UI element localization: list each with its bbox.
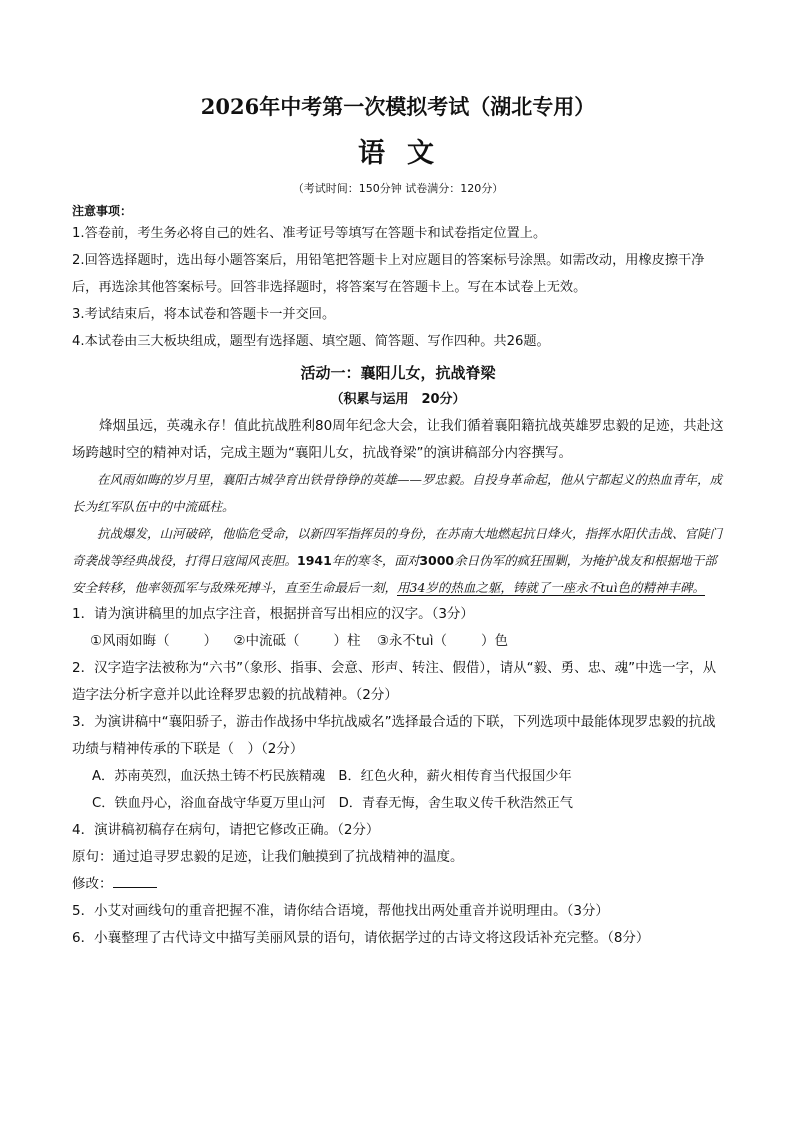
exam-title: 2026年中考第一次模拟考试（湖北专用） [200,94,596,119]
q1-opt3-text: ③永不tuì（ [376,633,448,649]
speech-paragraph-2 [72,520,724,601]
speech-paragraph-1: 在风雨如晦的岁月里，襄阳古城孕育出铁骨铮铮的英雄——罗忠毅。自投身革命起，他从宁都起义的热血青年，成长为红军队伍中的中流砥柱。 [72,472,723,514]
subject-char-1: 语 [358,138,389,169]
q1-opt3-close: ）色 [481,633,509,649]
speech-text-a: 抗战爆发，山河破碎，他临危受命，以新四军指挥员的身份，在苏南大地燃起抗日烽火，指挥水阳伏击战、官陡门奇袭战等经典战役，打得日寇闻风丧胆。 [72,526,723,568]
section-subtitle: （积累与运用 20分） [330,392,466,407]
speech-number: 3000 [419,553,455,568]
question-2: 2．汉字造字法被称为“六书”（象形、指事、会意、形声、转注、假借），请从“毅、勇、忠、魂”中选一字，从造字法分析字意并以此诠释罗忠毅的抗战精神。（2分） [72,660,717,703]
q3-choice-c: C．铁血丹心，浴血奋战守华夏万里山河 [92,796,326,811]
question-6: 6．小襄整理了古代诗文中描写美丽风景的语句，请依据学过的古诗文将这段话补充完整。（8分） [72,930,650,946]
speech-text-c: 余日伪军的疯狂围剿，为掩护战友和根据地干部安全转移，他率领孤军与敌殊死搏斗，直至生命最后一刻， [72,553,717,595]
q1-opt1-close: ） [203,633,218,649]
speech-text-b: 年的寒冬，面对 [331,553,420,568]
question-1: 1．请为演讲稿里的加点字注音，根据拼音写出相应的汉字。（3分） [72,606,474,622]
q1-option-3 [377,628,508,655]
q1-opt1-text: ①风雨如晦（ [90,633,170,649]
q4-original-sentence: 原句：通过追寻罗忠毅的足迹，让我们触摸到了抗战精神的温度。 [72,849,464,865]
q3-choice-row-1 [72,763,724,790]
question-3: 3．为演讲稿中“襄阳骄子，游击作战扬中华抗战威名”选择最合适的下联，下列选项中最能体现罗忠毅的抗战功绩与精神传承的下联是（ ）（2分） [72,714,716,757]
q3-choice-row-2 [72,790,724,817]
underlined-sentence: 用34岁的热血之躯，铸就了一座永不tuì色的精神丰碑。 [397,580,705,595]
q4-revision-line [72,871,724,898]
notice-item-1: 1.答卷前，考生务必将自己的姓名、准考证号等填写在答题卡和试卷指定位置上。 [72,226,547,241]
q3-choice-b: B．红色火种，薪火相传育当代报国少年 [338,769,572,784]
notice-item-2: 2.回答选择题时，选出每小题答案后，用铅笔把答题卡上对应题目的答案标号涂黑。如需改动，用橡皮擦干净后，再选涂其他答案标号。回答非选择题时，将答案写在答题卡上。写在本试卷上无效。 [72,253,705,295]
intro-paragraph: 烽烟虽远，英魂永存！值此抗战胜利80周年纪念大会，让我们循着襄阳籍抗战英雄罗忠毅的足迹，共赴这场跨越时空的精神对话，完成主题为“襄阳儿女，抗战脊梁”的演讲稿部分内容撰写。 [72,418,724,461]
q4-answer-blank[interactable] [113,873,157,888]
q3-choice-a: A．苏南英烈，血沃热土铸不朽民族精魂 [92,769,326,784]
notice-item-3: 3.考试结束后，将本试卷和答题卡一并交回。 [72,307,336,322]
notice-title: 注意事项： [72,204,133,218]
exam-page [72,92,724,952]
q3-choice-d: D．青春无悔，舍生取义传千秋浩然正气 [338,796,573,811]
question-5: 5．小艾对画线句的重音把握不准，请你结合语境，帮他找出两处重音并说明理由。（3分） [72,903,609,919]
notice-item-4: 4.本试卷由三大板块组成，题型有选择题、填空题、简答题、写作四种。共26题。 [72,334,550,349]
subject-title [72,134,724,174]
question-1-options [72,628,724,655]
section-title: 活动一：襄阳儿女，抗战脊梁 [300,364,496,382]
q1-opt2-close: ）柱 [333,633,361,649]
subject-char-2: 文 [407,138,438,169]
speech-year: 1941 [297,553,332,568]
question-4: 4．演讲稿初稿存在病句，请把它修改正确。（2分） [72,822,380,838]
q1-opt2-text: ②中流砥（ [233,633,300,649]
exam-info: （考试时间：150分钟 试卷满分：120分） [292,182,504,195]
q1-option-1 [90,628,217,655]
q4-revision-label: 修改： [72,876,113,892]
q1-option-2 [233,628,360,655]
